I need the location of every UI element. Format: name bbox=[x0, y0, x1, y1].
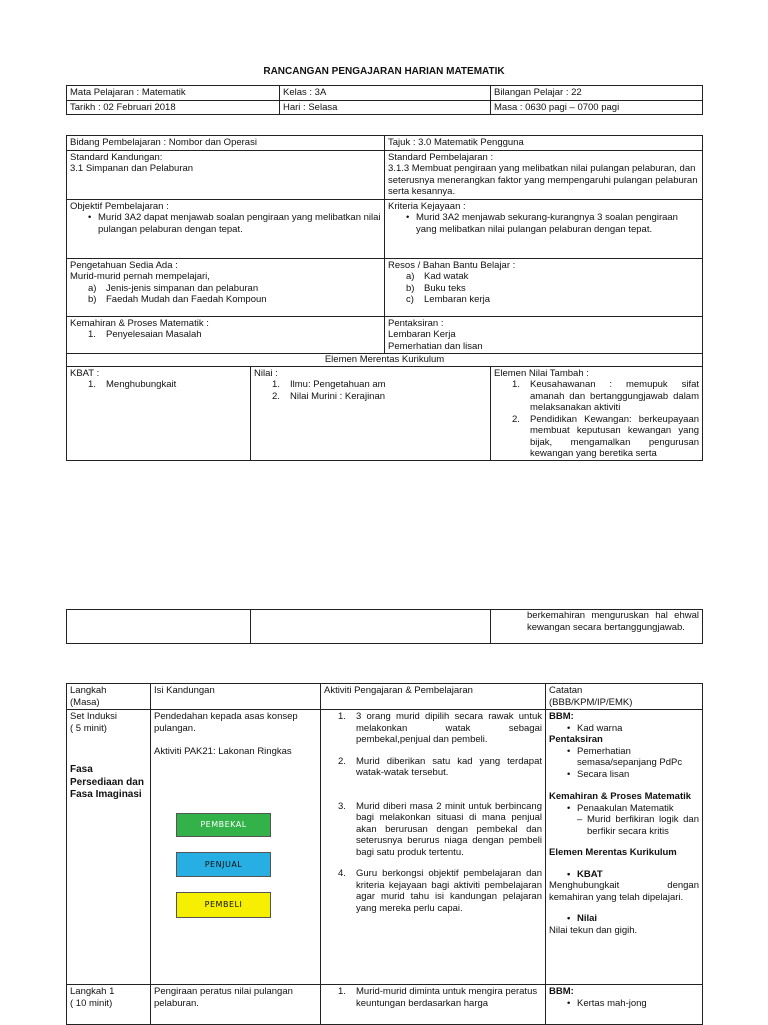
col-langkah-header: Langkah (Masa) bbox=[67, 684, 151, 710]
psa-item: b) Faedah Mudah dan Faedah Kompoun bbox=[88, 294, 267, 305]
kbat-cell bbox=[67, 366, 251, 460]
standard-pembelajaran-cell bbox=[385, 150, 703, 199]
nilai-item: 1. Ilmu: Pengetahuan am bbox=[272, 379, 386, 390]
isi-text-1: Pendedahan kepada asas konsep pulangan. bbox=[154, 711, 298, 734]
pengetahuan-sedia-ada-cell bbox=[67, 258, 385, 316]
bbm-item: • Kertas mah-jong bbox=[567, 998, 699, 1010]
nilai-bullet: • Nilai bbox=[567, 913, 699, 925]
kem-label: Kemahiran & Proses Matematik : bbox=[70, 317, 209, 329]
bbm-item: • Kad warna bbox=[567, 723, 699, 735]
time-cell: Masa : 0630 pagi – 0700 pagi bbox=[491, 100, 703, 115]
kk-label: Kriteria Kejayaan : bbox=[388, 200, 466, 212]
psa-intro: Murid-murid pernah mempelajari, bbox=[70, 271, 210, 282]
activity-table bbox=[66, 683, 703, 1025]
ent-item: 2. Pendidikan Kewangan: berkeupayaan membuat keputusan kewangan yang bijak, mengamalkan pengurusan kewangan yang beretika serta bbox=[512, 413, 700, 458]
card-pembeli: PEMBELI bbox=[176, 892, 271, 918]
nilai-label: Nilai : bbox=[254, 367, 278, 379]
col-isi-header: Isi Kandungan bbox=[151, 684, 321, 710]
resos-item: b) Buku teks bbox=[406, 282, 466, 294]
class-cell: Kelas : 3A bbox=[280, 86, 491, 101]
aktiviti-cell bbox=[321, 710, 546, 985]
fasa-label: Fasa Persediaan dan Fasa Imaginasi bbox=[70, 764, 144, 800]
date-cell: Tarikh : 02 Februari 2018 bbox=[67, 100, 280, 115]
elemen-nilai-tambah-cell bbox=[491, 366, 703, 460]
isi-kandungan-cell bbox=[151, 710, 321, 985]
nilai-cell bbox=[251, 366, 491, 460]
subject-cell: Mata Pelajaran : Matematik bbox=[67, 86, 280, 101]
kemahiran-cell bbox=[67, 316, 385, 354]
kpm-subitem: – Murid berfikiran logik dan berfikir secara kritis bbox=[577, 814, 699, 837]
langkah-1-catatan-cell bbox=[546, 985, 703, 1025]
langkah-1-aktiviti-cell bbox=[321, 985, 546, 1025]
emk-label: Elemen Merentas Kurikulum bbox=[549, 847, 677, 858]
obj-label: Objektif Pembelajaran : bbox=[70, 200, 169, 212]
kem-item: 1. Penyelesaian Masalah bbox=[88, 329, 202, 340]
set-induksi-cell bbox=[67, 710, 151, 985]
tajuk-cell: Tajuk : 3.0 Matematik Pengguna bbox=[385, 136, 703, 151]
bidang-cell: Bidang Pembelajaran : Nombor dan Operasi bbox=[67, 136, 385, 151]
continued-nilai-cell bbox=[251, 610, 491, 644]
plan-table-continued bbox=[66, 609, 703, 644]
sp-label: Standard Pembelajaran : bbox=[388, 151, 494, 163]
langkah-1-cell: Langkah 1 ( 10 minit) bbox=[67, 985, 151, 1025]
card-penjual: PENJUAL bbox=[176, 852, 271, 877]
kbat-text: Menghubungkait dengan kemahiran yang telah dipelajari. bbox=[549, 880, 699, 903]
col-catatan-header: Catatan (BBB/KPM/IP/EMK) bbox=[546, 684, 703, 710]
langkah-set-induksi: Set Induksi ( 5 minit) bbox=[70, 711, 117, 734]
kriteria-cell bbox=[385, 199, 703, 258]
pentaksiran-label: Pentaksiran bbox=[549, 734, 603, 745]
activity-step: 3. Murid diberi masa 2 minit untuk berbincang bagi melakonkan situasi di mana penjual akan berurusan dengan pembekal dan seterusnya berurus niaga dengan pembeli bagi satu produk tertentu. bbox=[338, 800, 542, 858]
resos-item: a) Kad watak bbox=[406, 271, 469, 282]
plan-table bbox=[66, 135, 703, 461]
pentaksiran-item: • Secara lisan bbox=[567, 769, 699, 781]
activity-step: 1. Murid-murid diminta untuk mengira peratus keuntungan berdasarkan harga bbox=[338, 986, 538, 1009]
emk-heading: Elemen Merentas Kurikulum bbox=[67, 354, 703, 367]
sp-value: 3.1.3 Membuat pengiraan yang melibatkan nilai pulangan pelaburan, dan seterusnya menerangkan faktor yang mempengaruhi pulangan pelaburan serta kesannya. bbox=[388, 163, 698, 197]
objektif-cell bbox=[67, 199, 385, 258]
obj-item: • Murid 3A2 dapat menjawab soalan pengiraan yang melibatkan nilai pulangan pelaburan dengan tepat. bbox=[88, 212, 381, 235]
activity-step: 1. 3 orang murid dipilih secara rawak untuk melakonkan watak sebagai pembekal,penjual dan pembeli. bbox=[338, 711, 542, 745]
pent-item: Pemerhatian dan lisan bbox=[388, 340, 483, 352]
ent-label: Elemen Nilai Tambah : bbox=[494, 367, 589, 379]
nilai-item: 2. Nilai Murini : Kerajinan bbox=[272, 390, 386, 402]
header-table bbox=[66, 85, 703, 115]
standard-kandungan-cell bbox=[67, 150, 385, 199]
sk-label: Standard Kandungan: bbox=[70, 151, 163, 163]
ent-continued-text: berkemahiran menguruskan hal ehwal kewangan secara bertanggungjawab. bbox=[527, 610, 699, 633]
pentaksiran-item: • Pemerhatian semasa/sepanjang PdPc bbox=[567, 746, 699, 769]
activity-step: 2. Murid diberikan satu kad yang terdapat watak-watak tersebut. bbox=[338, 755, 542, 778]
col-aktiviti-header: Aktiviti Pengajaran & Pembelajaran bbox=[321, 684, 546, 710]
resos-label: Resos / Bahan Bantu Belajar : bbox=[388, 259, 516, 271]
kpm-item: • Penaakulan Matematik bbox=[567, 803, 699, 815]
document-title: RANCANGAN PENGAJARAN HARIAN MATEMATIK bbox=[263, 66, 505, 77]
resos-item: c) Lembaran kerja bbox=[406, 294, 491, 305]
langkah-1-isi-cell: Pengiraan peratus nilai pulangan pelaburan. bbox=[151, 985, 321, 1025]
kbat-item: 1. Menghubungkait bbox=[88, 379, 177, 390]
nilai-text: Nilai tekun dan gigih. bbox=[549, 924, 638, 936]
kbat-label: KBAT : bbox=[70, 367, 100, 379]
bbm-label: BBM: bbox=[549, 711, 574, 722]
kk-item: • Murid 3A2 menjawab sekurang-kurangnya 3 soalan pengiraan yang melibatkan nilai pulangan pelaburan dengan tepat. bbox=[406, 212, 699, 235]
pentaksiran-cell bbox=[385, 316, 703, 354]
students-cell: Bilangan Pelajar : 22 bbox=[491, 86, 703, 101]
continued-ent-cell bbox=[491, 610, 703, 644]
isi-text-2: Aktiviti PAK21: Lakonan Ringkas bbox=[154, 746, 292, 757]
bbm-label: BBM: bbox=[549, 986, 574, 997]
day-cell: Hari : Selasa bbox=[280, 100, 491, 115]
catatan-cell bbox=[546, 710, 703, 985]
kbat-bullet: • KBAT bbox=[567, 869, 699, 881]
sk-value: 3.1 Simpanan dan Pelaburan bbox=[70, 163, 194, 174]
resos-cell bbox=[385, 258, 703, 316]
pent-label: Pentaksiran : bbox=[388, 317, 444, 329]
continued-kbat-cell bbox=[67, 610, 251, 644]
card-pembekal: PEMBEKAL bbox=[176, 813, 271, 837]
psa-item: a) Jenis-jenis simpanan dan pelaburan bbox=[88, 282, 259, 294]
ent-item: 1. Keusahawanan : memupuk sifat amanah dan bertanggungjawab dalam melaksanakan aktiviti bbox=[512, 379, 700, 413]
kpm-label: Kemahiran & Proses Matematik bbox=[549, 791, 692, 802]
pent-item: Lembaran Kerja bbox=[388, 329, 456, 340]
psa-label: Pengetahuan Sedia Ada : bbox=[70, 259, 178, 271]
activity-step: 4. Guru berkongsi objektif pembelajaran dan kriteria kejayaan bagi aktiviti pembelajaran agar murid tahu isi kandungan pelajaran yang mereka perlu capai. bbox=[338, 868, 542, 914]
